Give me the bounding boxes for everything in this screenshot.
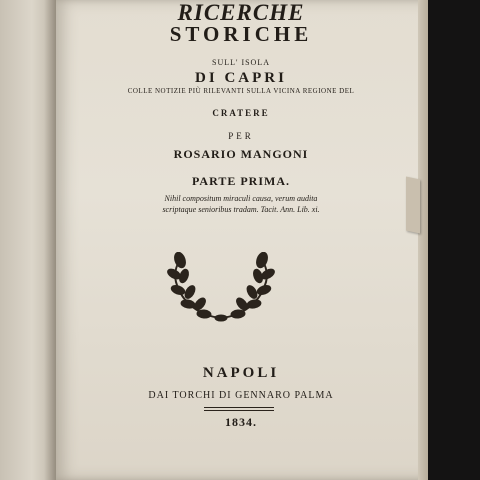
imprint-rule bbox=[204, 407, 274, 411]
page-edge bbox=[418, 0, 428, 480]
title-page bbox=[56, 0, 426, 480]
title-line-3: SULL' ISOLA bbox=[212, 58, 270, 67]
subtitle: COLLE NOTIZIE PIÙ RILEVANTI SULLA VICINA REGIONE DEL bbox=[127, 87, 355, 95]
epigraph-line-2: scriptaque senioribus tradam. Tacit. Ann. Lib. xi. bbox=[162, 205, 320, 214]
author-name: ROSARIO MANGONI bbox=[173, 147, 309, 161]
paper-tab bbox=[406, 177, 420, 234]
epigraph-line-1: Nihil compositum miraculi causa, verum audita bbox=[164, 194, 318, 203]
subtitle-2: CRATERE bbox=[212, 108, 270, 118]
part-label: PARTE PRIMA. bbox=[191, 174, 290, 188]
by-line: PER bbox=[228, 131, 254, 141]
imprint-printer: DAI TORCHI DI GENNARO PALMA bbox=[148, 390, 334, 401]
imprint-year: 1834. bbox=[225, 415, 257, 429]
imprint-city: NAPOLI bbox=[202, 365, 280, 381]
title-line-4: DI CAPRI bbox=[195, 70, 287, 86]
title-line-2: STORICHE bbox=[169, 22, 313, 46]
title-line-1: RICERCHE bbox=[177, 0, 305, 25]
laurel-wreath-icon bbox=[166, 252, 276, 324]
